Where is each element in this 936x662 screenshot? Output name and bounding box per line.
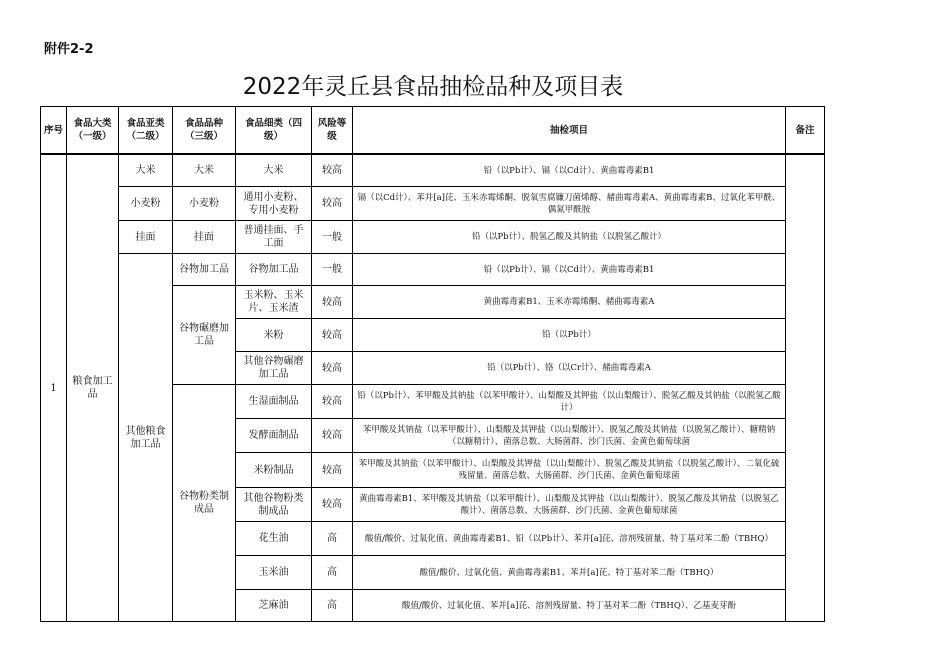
- header-items: 抽检项目: [353, 107, 786, 154]
- cell-risk: 高: [312, 556, 353, 590]
- cell-items: 酸值/酸价、过氧化值、黄曲霉毒素B1、苯并[a]芘、特丁基对苯二酚（TBHQ）: [353, 556, 786, 590]
- cell-risk: 高: [312, 522, 353, 556]
- cell-items: 铅（以Pb计）、铬（以Cr计）、赭曲霉毒素A: [353, 352, 786, 385]
- cell-detail4: 米粉制品: [236, 453, 312, 488]
- table-row: [41, 221, 825, 254]
- cell-variety3: 大米: [173, 155, 236, 187]
- group-category1: 粮食加工品: [67, 155, 119, 622]
- header-variety3: 食品品种（三级）: [173, 107, 236, 154]
- cell-items: 黄曲霉毒素B1、玉米赤霉烯酮、赭曲霉毒素A: [353, 286, 786, 319]
- cell-items: 黄曲霉毒素B1、苯甲酸及其钠盐（以苯甲酸计）、山梨酸及其钾盐（以山梨酸计）、脱氢乙酸及其钠盐（以脱氢乙酸计）、菌落总数、大肠菌群、沙门氏菌、金黄色葡萄球菌: [353, 488, 786, 522]
- cell-risk: 较高: [312, 488, 353, 522]
- cell-risk: 高: [312, 590, 353, 622]
- header-category2: 食品亚类（二级）: [119, 107, 173, 154]
- cell-risk: 较高: [312, 155, 353, 187]
- cell-detail4: 芝麻油: [236, 590, 312, 622]
- header-risk: 风险等级: [312, 107, 353, 154]
- cell-detail4: 大米: [236, 155, 312, 187]
- cell-risk: 较高: [312, 319, 353, 352]
- cell-variety3: 挂面: [173, 221, 236, 254]
- cell-detail4: 发酵面制品: [236, 419, 312, 453]
- cell-variety3: 谷物加工品: [173, 254, 236, 286]
- header-remark: 备注: [786, 107, 825, 154]
- cell-risk: 较高: [312, 453, 353, 488]
- cell-items: 铅（以Pb计）、镉（以Cd计）、黄曲霉毒素B1: [353, 155, 786, 187]
- cell-items: 铅（以Pb计）、脱氢乙酸及其钠盐（以脱氢乙酸计）: [353, 221, 786, 254]
- page-title: 2022年灵丘县食品抽检品种及项目表: [242, 74, 624, 100]
- cell-risk: 较高: [312, 352, 353, 385]
- table-row: [41, 155, 825, 187]
- cell-risk: 较高: [312, 187, 353, 221]
- cell-detail4: 玉米粉、玉米片、玉米渣: [236, 286, 312, 319]
- group-seq: 1: [41, 155, 67, 622]
- cell-detail4: 其他谷物粉类制成品: [236, 488, 312, 522]
- cell-items: 酸值/酸价、过氧化值、苯并[a]芘、溶剂残留量、特丁基对苯二酚（TBHQ）、乙基麦芽酚: [353, 590, 786, 622]
- header-row: [41, 107, 825, 154]
- cell-variety3-grind: 谷物碾磨加工品: [173, 286, 236, 385]
- cell-risk: 较高: [312, 419, 353, 453]
- cell-category2-other: 其他粮食加工品: [119, 254, 173, 622]
- header-detail4: 食品细类（四级）: [236, 107, 312, 154]
- header-seq: 序号: [41, 107, 67, 154]
- inspection-table: [40, 106, 825, 622]
- cell-risk: 一般: [312, 221, 353, 254]
- cell-items: 苯甲酸及其钠盐（以苯甲酸计）、山梨酸及其钾盐（以山梨酸计）、脱氢乙酸及其钠盐（以脱氢乙酸计）、糖精钠（以糖精计）、菌落总数、大肠菌群、沙门氏菌、金黄色葡萄球菌: [353, 419, 786, 453]
- cell-detail4: 米粉: [236, 319, 312, 352]
- cell-items: 铅（以Pb计）: [353, 319, 786, 352]
- cell-detail4: 普通挂面、手工面: [236, 221, 312, 254]
- cell-items: 铅（以Pb计）、镉（以Cd计）、黄曲霉毒素B1: [353, 254, 786, 286]
- table-row: [41, 254, 825, 286]
- table-row: [41, 187, 825, 221]
- cell-items: 铅（以Pb计）、苯甲酸及其钠盐（以苯甲酸计）、山梨酸及其钾盐（以山梨酸计）、脱氢乙酸及其钠盐（以脱氢乙酸计）: [353, 385, 786, 419]
- cell-risk: 较高: [312, 385, 353, 419]
- attachment-label: 附件2-2: [44, 42, 94, 57]
- header-category1: 食品大类（一级）: [67, 107, 119, 154]
- cell-items: 镉（以Cd计）、苯并[a]芘、玉米赤霉烯酮、脱氧雪腐镰刀菌烯醇、赭曲霉毒素A、黄曲霉毒素B、过氧化苯甲酰、偶氮甲酰胺: [353, 187, 786, 221]
- cell-detail4: 花生油: [236, 522, 312, 556]
- cell-variety3-powder: 谷物粉类制成品: [173, 385, 236, 622]
- cell-risk: 一般: [312, 254, 353, 286]
- cell-detail4: 通用小麦粉、专用小麦粉: [236, 187, 312, 221]
- cell-category2: 大米: [119, 155, 173, 187]
- cell-risk: 较高: [312, 286, 353, 319]
- remark-cell: [786, 155, 825, 622]
- cell-detail4: 其他谷物碾磨加工品: [236, 352, 312, 385]
- cell-detail4: 玉米油: [236, 556, 312, 590]
- cell-detail4: 生湿面制品: [236, 385, 312, 419]
- cell-items: 酸值/酸价、过氧化值、黄曲霉毒素B1、铅（以Pb计）、苯并[a]芘、溶剂残留量、特丁基对苯二酚（TBHQ）: [353, 522, 786, 556]
- cell-category2: 挂面: [119, 221, 173, 254]
- cell-detail4: 谷物加工品: [236, 254, 312, 286]
- cell-items: 苯甲酸及其钠盐（以苯甲酸计）、山梨酸及其钾盐（以山梨酸计）、脱氢乙酸及其钠盐（以脱氢乙酸计）、二氧化硫残留量、菌落总数、大肠菌群、沙门氏菌、金黄色葡萄球菌: [353, 453, 786, 488]
- cell-variety3: 小麦粉: [173, 187, 236, 221]
- cell-category2: 小麦粉: [119, 187, 173, 221]
